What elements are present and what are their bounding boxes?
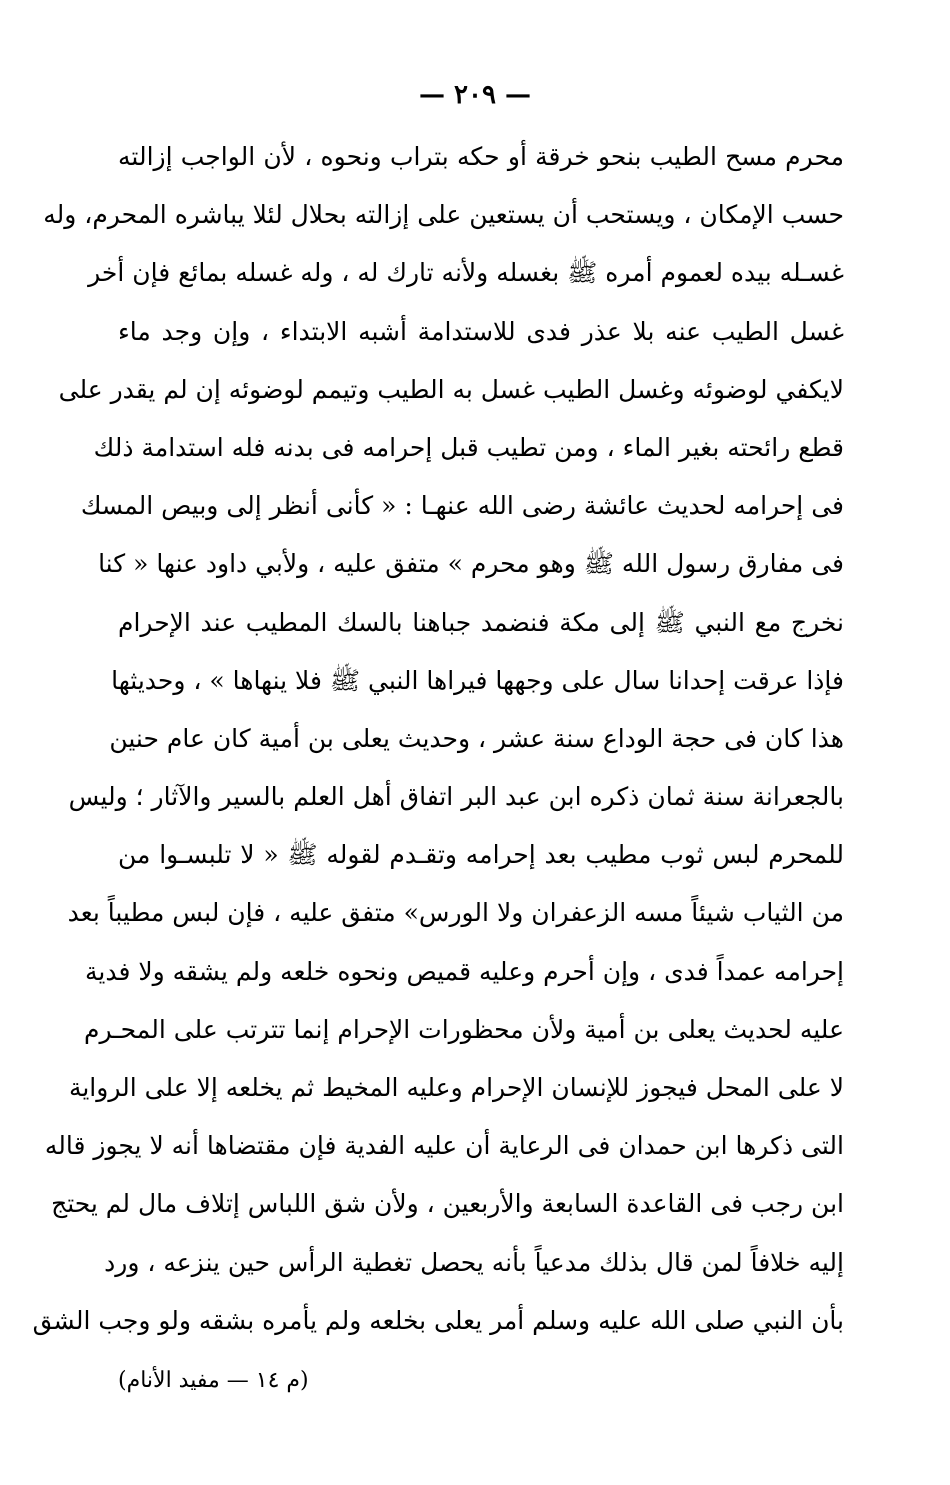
text-line: حسب الإمكان ، ويستحب أن يستعين على إزالته بحلال لئلا يباشره المحرم، وله — [43, 200, 844, 230]
text-line: فإذا عرقت إحدانا سال على وجهها فيراها النبي ﷺ فلا ينهاها » ، وحديثها — [111, 665, 844, 695]
text-line: عليه لحديث يعلى بن أمية ولأن محظورات الإحرام إنما تترتب على المحـرم — [84, 1014, 844, 1044]
text-line: غسـله بيده لعموم أمره ﷺ بغسله ولأنه تارك له ، وله غسله بمائع فإن أخر — [88, 258, 844, 288]
text-line: محرم مسح الطيب بنحو خرقة أو حكه بتراب ونحوه ، لأن الواجب إزالته — [118, 142, 844, 171]
text-line: إحرامه عمداً فدى ، وإن أحرم وعليه قميص ونحوه خلعه ولم يشقه ولا فدية — [84, 956, 844, 986]
text-line: التى ذكرها ابن حمدان فى الرعاية أن عليه الفدية فإن مقتضاها أنه لا يجوز قاله — [44, 1131, 844, 1161]
text-line: ابن رجب فى القاعدة السابعة والأربعين ، ولأن شق اللباس إتلاف مال لم يحتج — [51, 1189, 844, 1219]
text-line: نخرج مع النبي ﷺ إلى مكة فنضمد جباهنا بالسك المطيب عند الإحرام — [118, 607, 844, 637]
text-line: قطع رائحته بغير الماء ، ومن تطيب قبل إحرامه فى بدنه فله استدامة ذلك — [93, 432, 844, 462]
page-number: — ٢٠٩ — — [418, 80, 532, 110]
footer-signature: (م ١٤ — مفيد الأنام) — [118, 1368, 309, 1393]
text-line: هذا كان فى حجة الوداع سنة عشر ، وحديث يعلى بن أمية كان عام حنين — [109, 723, 844, 753]
text-line: من الثياب شيئاً مسه الزعفران ولا الورس» متفق عليه ، فإن لبس مطيباً بعد — [67, 898, 844, 928]
text-line: لايكفي لوضوئه وغسل الطيب غسل به الطيب وتيمم لوضوئه إن لم يقدر على — [58, 374, 844, 404]
text-line: غسل الطيب عنه بلا عذر فدى للاستدامة أشبه الابتداء ، وإن وجد ماء — [118, 316, 844, 346]
body-text — [32, 128, 844, 1350]
text-line: بأن النبي صلى الله عليه وسلم أمر يعلى بخلعه ولم يأمره بشقه ولو وجب الشق — [32, 1305, 844, 1335]
text-line: إليه خلافاً لمن قال بذلك مدعياً بأنه يحصل تغطية الرأس حين ينزعه ، ورد — [104, 1247, 844, 1277]
text-line: فى إحرامه لحديث عائشة رضى الله عنهـا : « كأنى أنظر إلى وبيص المسك — [80, 491, 844, 521]
text-line: للمحرم لبس ثوب مطيب بعد إحرامه وتقـدم لقوله ﷺ « لا تلبسـوا من — [118, 840, 844, 870]
text-line: لا على المحل فيجوز للإنسان الإحرام وعليه المخيط ثم يخلعه إلا على الرواية — [68, 1073, 844, 1102]
text-line: فى مفارق رسول الله ﷺ وهو محرم » متفق عليه ، ولأبي داود عنها « كنا — [98, 549, 844, 579]
text-line: بالجعرانة سنة ثمان ذكره ابن عبد البر اتفاق أهل العلم بالسير والآثار ؛ وليس — [68, 782, 844, 812]
